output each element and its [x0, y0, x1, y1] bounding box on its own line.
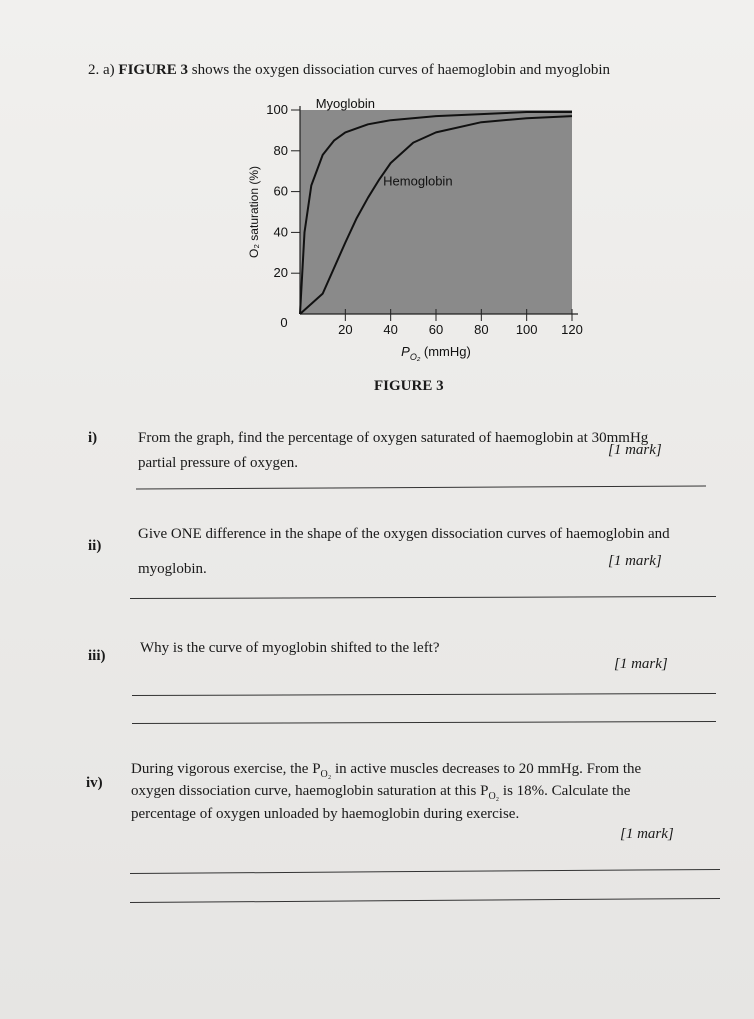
- part-ii-text-1: Give ONE difference in the shape of the oxygen dissociation curves of haemoglobin and: [138, 526, 670, 542]
- question-number: 2.: [88, 62, 100, 78]
- y-tick-label: 20: [273, 265, 288, 281]
- question-intro: shows the oxygen dissociation curves of haemoglobin and myoglobin: [191, 62, 611, 78]
- question-part: a): [103, 62, 115, 78]
- x-tick-label: 40: [383, 322, 398, 337]
- y-tick-label: 80: [273, 142, 288, 158]
- part-ii-mark: [1 mark]: [608, 553, 662, 569]
- y-tick-label: 100: [266, 102, 288, 117]
- part-iv-mark: [1 mark]: [620, 826, 674, 842]
- answer-line[interactable]: [132, 721, 716, 724]
- answer-line[interactable]: [136, 486, 706, 490]
- y-tick-label: 40: [273, 224, 288, 240]
- part-ii-label: ii): [88, 538, 102, 554]
- answer-line[interactable]: [130, 596, 716, 599]
- part-iii-label: iii): [88, 648, 106, 664]
- dissociation-chart: [238, 96, 598, 376]
- part-i-mark: [1 mark]: [608, 442, 662, 458]
- answer-line[interactable]: [130, 869, 720, 874]
- myoglobin-label: Myoglobin: [315, 96, 375, 111]
- answer-line[interactable]: [130, 898, 720, 903]
- question-heading: [88, 62, 610, 79]
- origin-label: 0: [280, 315, 288, 330]
- part-iv-text-3: percentage of oxygen unloaded by haemoglobin during exercise.: [131, 806, 520, 822]
- part-iii-text-1: Why is the curve of myoglobin shifted to the left?: [140, 640, 440, 656]
- figure-caption: FIGURE 3: [374, 378, 444, 394]
- part-iv-label: iv): [86, 775, 103, 791]
- part-iv-text-2: oxygen dissociation curve, haemoglobin saturation at this $P_{O_2}$ is 18%. Calculate the: [131, 783, 631, 802]
- part-iv-text-1: During vigorous exercise, the $P_{O_2}$ in active muscles decreases to 20 mmHg. From the: [131, 761, 642, 780]
- answer-line[interactable]: [132, 693, 716, 696]
- x-tick-label: 80: [474, 322, 489, 337]
- x-tick-label: 20: [338, 322, 353, 337]
- x-tick-label: 100: [515, 322, 538, 337]
- part-i-text-2: partial pressure of oxygen.: [138, 455, 298, 471]
- y-axis-label: O₂ saturation (%): [247, 165, 261, 259]
- x-axis-label: $P_{O_2}$ (mmHg): [401, 344, 471, 362]
- part-i-text-1: From the graph, find the percentage of oxygen saturated of haemoglobin at 30mmHg: [138, 430, 649, 446]
- part-i-label: i): [88, 430, 98, 446]
- plot-area: [300, 110, 572, 314]
- x-tick-label: 60: [428, 322, 444, 337]
- y-tick-label: 60: [273, 183, 288, 199]
- x-tick-label: 120: [561, 322, 583, 337]
- part-iii-mark: [1 mark]: [614, 656, 668, 672]
- part-ii-text-2: myoglobin.: [138, 561, 207, 577]
- figure-reference: FIGURE 3: [118, 62, 188, 78]
- hemoglobin-label: Hemoglobin: [383, 173, 453, 189]
